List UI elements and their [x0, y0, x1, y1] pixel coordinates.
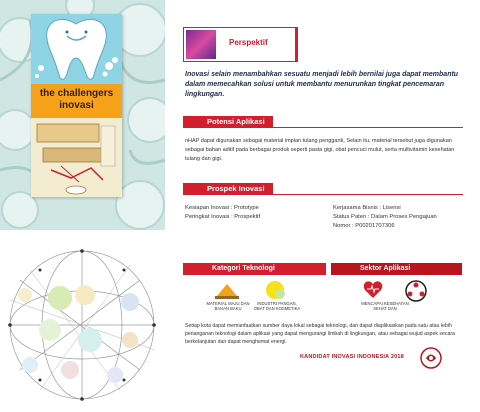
book-cover — [31, 14, 122, 197]
prospek-right-line-2: Status Paten : Dalam Proses Pengajuan — [333, 214, 437, 220]
teal-bone-background — [0, 0, 165, 230]
perspektif-header — [183, 27, 298, 62]
material-icon — [213, 280, 241, 300]
prospek-underline — [273, 194, 463, 195]
footer-brand: KANDIDAT INOVASI INDONESIA 2018 — [300, 354, 404, 360]
closing-paragraph: Setiap kota dapat memanfaatkan sumber daya lokal sebagai teknologi, dan dapat diaplikasikan pada satu atau lebih penanganan teknologi dalam aplikasi yang dapat mengurangi limbah di lingkungan, atau sebagai wujud aspek secara berkelanjutan dan dapat menghemat energi. — [185, 323, 455, 345]
potensi-underline — [273, 127, 463, 128]
prospek-left-line-2: Peringkat Inovasi : Prospektif — [185, 214, 261, 220]
potensi-title-bar: Potensi Aplikasi — [183, 116, 273, 128]
potensi-body: nHAP dapat digunakan sebagai material implan tulang pengganti, Selain itu, material tersebut juga digunakan sebagai bahan aditif pada berbagai produk seperti pasta gigi, obat pencuci mulut, serta multivitamin kesehatan tulang dan gigi. — [185, 138, 455, 162]
footer-logo-icon — [420, 347, 442, 369]
perspektif-title: Perspektif — [229, 38, 268, 47]
globe-icon — [0, 230, 165, 407]
left-panel — [0, 0, 165, 407]
cover-illustration — [31, 118, 122, 197]
tooth-icon — [31, 14, 122, 84]
pangan-obat-icon — [262, 279, 288, 301]
prospek-left-line-1: Kesiapan Inovasi : Prototype — [185, 205, 259, 211]
kategori-item-2: INDUSTRI PANGAN, OBAT DAN KOSMETIKA — [253, 301, 301, 311]
kategori-item-1: MATERIAL MAJU DAN BAHAN BAKU — [206, 301, 250, 311]
prospek-title-bar: Prospek Inovasi — [183, 183, 273, 195]
prospek-right-line-3: Nomor : P00201707306 — [333, 223, 395, 229]
tech-globe-graphic — [0, 230, 165, 407]
cover-band-text: the challengers inovasi — [39, 88, 114, 111]
kategori-title: Kategori Teknologi — [212, 265, 275, 272]
intro-paragraph: Inovasi selain menambahkan sesuatu menjadi lebih bernilai juga dapat membantu dalam memecahkan solusi untuk membantu menurunkan tingkat pencemaran lingkungan. — [185, 71, 459, 98]
bone-diagram-icon — [31, 118, 122, 197]
perspektif-thumbnail — [186, 30, 216, 59]
sektor-item-1: MENCAPAI KESEHATAN SEHAT DAN — [361, 301, 409, 311]
kesehatan-heart-icon — [362, 279, 384, 301]
sektor-title: Sektor Aplikasi — [360, 265, 411, 272]
prospek-right-line-1: Kerjasama Bisnis : Lisensi — [333, 205, 401, 211]
sektor-logo-icon — [404, 279, 428, 303]
